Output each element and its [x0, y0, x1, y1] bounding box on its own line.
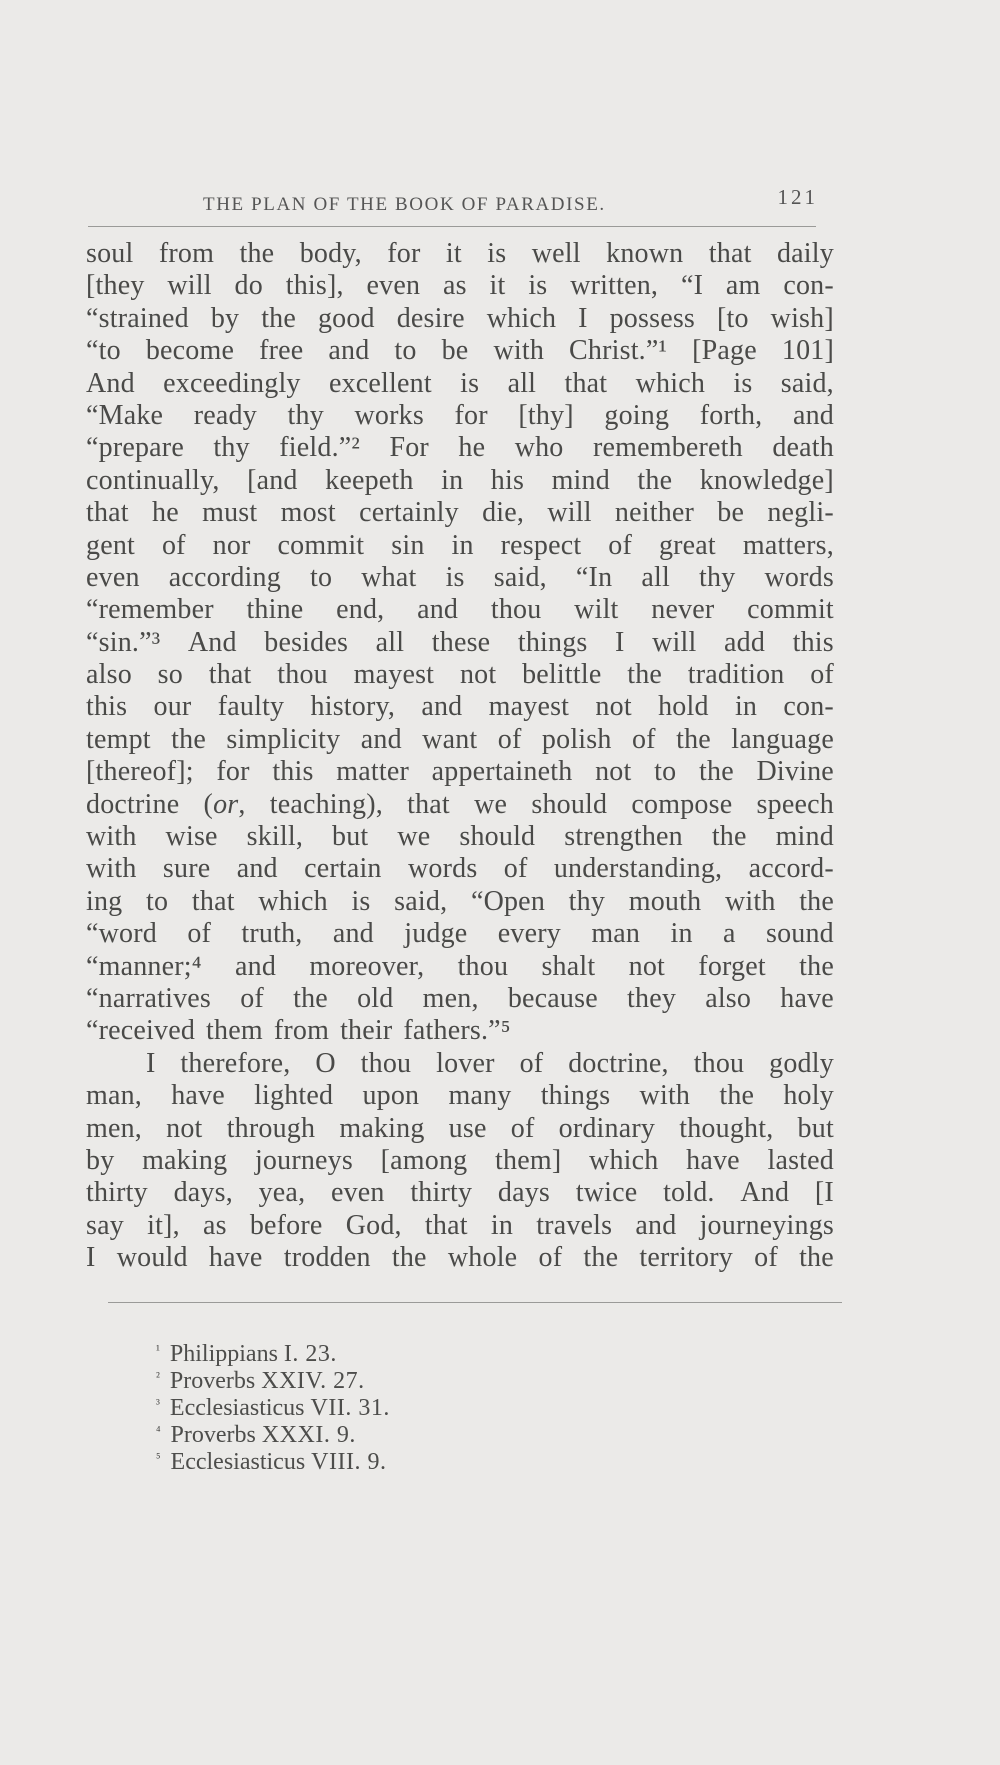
text-line: “to become free and to be with Christ.”¹ [Page 101]	[86, 335, 834, 367]
footnote-source: Ecclesiasticus	[170, 1449, 306, 1475]
text-line: ing to that which is said, “Open thy mouth with the	[86, 885, 834, 917]
text-line: men, not through making use of ordinary thought, but	[86, 1112, 834, 1144]
text-line: “sin.”³ And besides all these things I will add this	[86, 626, 834, 658]
text-line: And exceedingly excellent is all that which is said,	[86, 367, 834, 399]
text-line: soul from the body, for it is well known that daily	[86, 238, 834, 269]
text-line: [thereof]; for this matter appertaineth not to the Divine	[86, 756, 834, 788]
footnote-rule	[108, 1302, 842, 1303]
text-line: “strained by the good desire which I possess [to wish]	[86, 302, 834, 334]
text-line: “word of truth, and judge every man in a sound	[86, 918, 834, 950]
footnote	[156, 1363, 756, 1394]
page-header	[88, 180, 818, 220]
footnotes	[156, 1336, 756, 1475]
text-line: “prepare thy field.”² For he who remembereth death	[86, 432, 834, 464]
text-line: I would have trodden the whole of the territory of the	[86, 1242, 834, 1274]
footnote-mark: ⁵	[156, 1450, 161, 1465]
page-number: 121	[777, 185, 818, 209]
footnote	[156, 1390, 756, 1421]
footnote-source: Proverbs	[169, 1368, 256, 1394]
footnote-source: Ecclesiasticus	[169, 1395, 305, 1421]
footnote-reference: XXIV. 27.	[261, 1368, 365, 1394]
text-line: with wise skill, but we should strengthen the mind	[86, 821, 834, 853]
footnote-mark: ²	[156, 1369, 160, 1384]
running-title: THE PLAN OF THE BOOK OF PARADISE.	[203, 194, 606, 215]
text-line: say it], as before God, that in travels and journeyings	[86, 1209, 834, 1241]
text-line: that he must most certainly die, will neither be negli-	[86, 497, 834, 529]
text-line: even according to what is said, “In all thy words	[86, 561, 834, 593]
text-line: with sure and certain words of understanding, accord-	[86, 853, 834, 885]
body-text	[86, 238, 834, 1275]
text-line: “Make ready thy works for [thy] going forth, and	[86, 399, 834, 431]
footnote	[156, 1336, 756, 1367]
footnote-reference: VIII. 9.	[311, 1449, 387, 1475]
text-line: tempt the simplicity and want of polish of the language	[86, 723, 834, 755]
text-line: this our faulty history, and mayest not hold in con-	[86, 691, 834, 723]
footnote	[156, 1444, 756, 1475]
text-line: continually, [and keepeth in his mind the knowledge]	[86, 464, 834, 496]
footnote-mark: ³	[156, 1396, 160, 1411]
text-line: thirty days, yea, even thirty days twice told. And [I	[86, 1177, 834, 1209]
footnote-reference: I. 23.	[283, 1341, 337, 1367]
footnote-source: Proverbs	[170, 1422, 256, 1448]
text-line: by making journeys [among them] which have lasted	[86, 1144, 834, 1176]
text-line: man, have lighted upon many things with the holy	[86, 1080, 834, 1112]
text-line: gent of nor commit sin in respect of great matters,	[86, 529, 834, 561]
footnote-source: Philippians	[169, 1341, 278, 1367]
text-line: “narratives of the old men, because they also have	[86, 982, 834, 1014]
text-line: “manner;⁴ and moreover, thou shalt not forget the	[86, 950, 834, 982]
text-line: also so that thou mayest not belittle the tradition of	[86, 659, 834, 691]
footnote	[156, 1417, 756, 1448]
header-rule	[88, 226, 816, 227]
footnote-mark: ¹	[156, 1342, 160, 1357]
footnote-mark: ⁴	[156, 1423, 161, 1438]
footnote-reference: XXXI. 9.	[261, 1422, 356, 1448]
text-line: [they will do this], even as it is written, “I am con-	[86, 270, 834, 302]
text-line: “received them from their fathers.”⁵	[86, 1015, 511, 1047]
footnote-reference: VII. 31.	[310, 1395, 390, 1421]
text-line: “remember thine end, and thou wilt never commit	[86, 594, 834, 626]
text-line: doctrine (or, teaching), that we should compose speech	[86, 788, 834, 820]
text-line: I therefore, O thou lover of doctrine, thou godly	[146, 1047, 834, 1079]
